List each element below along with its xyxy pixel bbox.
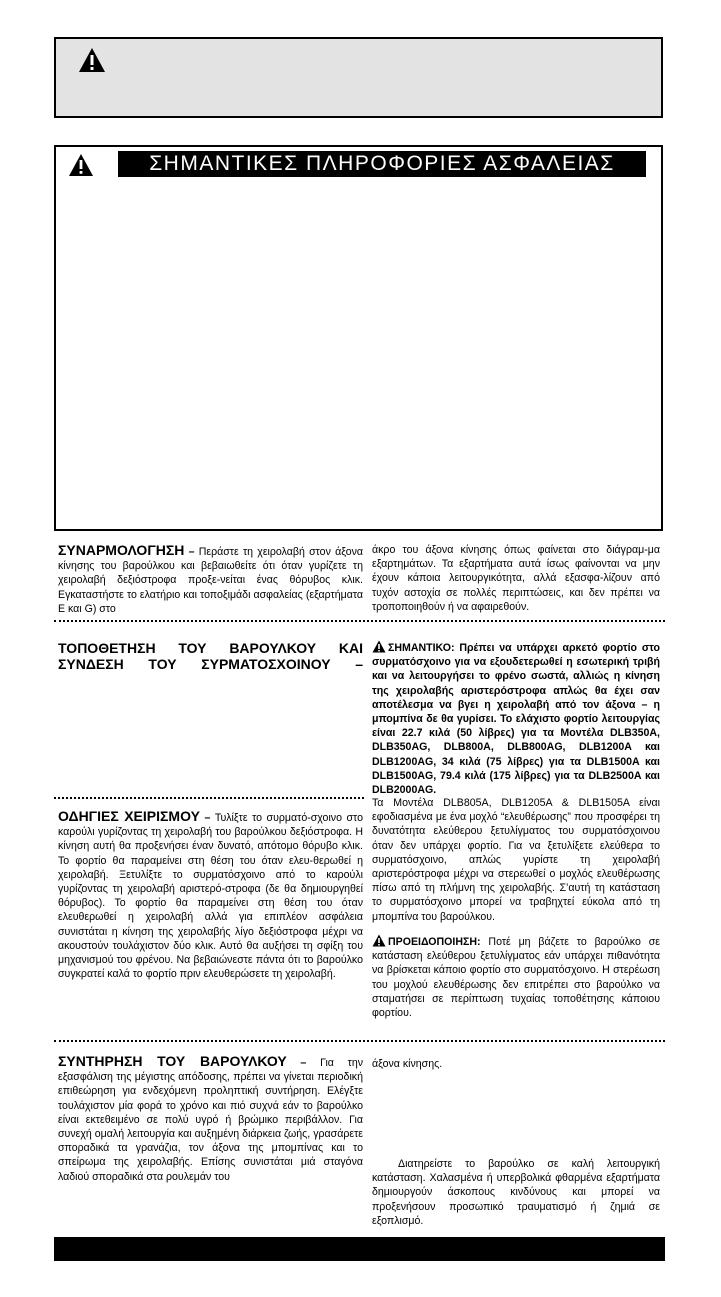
placement-heading: ΤΟΠΟΘΕΤΗΣΗ ΤΟΥ ΒΑΡΟΥΛΚΟΥ ΚΑΙ ΣΥΝΔΕΣΗ ΤΟΥ ΣΥΡΜΑΤΟΣΧΟΙΝΟΥ – — [58, 640, 363, 672]
maintenance-text-right-top: άξονα κίνησης. — [372, 1058, 443, 1070]
operation-heading: ΟΔΗΓΙΕΣ ΧΕΙΡΙΣΜΟΥ — [58, 808, 200, 824]
assembly-paragraph-left: ΣΥΝΑΡΜΟΛΟΓΗΣΗ – Περάστε τη χειρολαβή στον άξονα κίνησης του βαρούλκου και βεβαιωθείτε ότι όταν γυρίζετε τη χειρολαβή δεξιόστροφα προξε-νείται ένας θόρυβος κλικ. Εγκαταστήστε το ελατήριο και τοποξιμάδι ασφαλείας (εξαρτήματα E και G) στο — [58, 542, 364, 615]
divider — [54, 620, 665, 622]
maintenance-text-left: Για την εξασφάλιση της μέγιστης απόδοσης, πρέπει να γίνεται περιοδική επιθεώρηση για ενδεχόμενη προληπτική συντήρηση. Ελέγξτε τουλάχιστον μία φορά το χρόνο και πιό συχνά εάν το βαρούλκο είναι εκτεθειμένο σε πολύ υγρό ή βρώμικο περιβάλλον. Για συνεχή ομαλή λειτουργία και αυξημένη διάρκεια ζωής, γρασάρετε σποραδικά τα γρανάζια, τον άξονα της μπομπίνας και το σπείρωμα της χειρολαβής. Επίσης συνιστάται μιά σταγόνα λαδιού σποραδικά στα ρουλεμάν του — [58, 1057, 364, 1183]
caution-paragraph — [372, 934, 660, 1020]
important-label: ΣΗΜΑΝΤΙΚΟ: — [388, 642, 455, 654]
maintenance-paragraph: ΣΥΝΤΗΡΗΣΗ ΤΟΥ ΒΑΡΟΥΛΚΟΥ – Για την εξασφάλιση της μέγιστης απόδοσης, πρέπει να γίνεται περιοδική επιθεώρηση για ενδεχόμενη προληπτική συντήρηση. Ελέγξτε τουλάχιστον μία φορά το χρόνο και πιό συχνά εάν το βαρούλκο είναι εκτεθειμένο σε πολύ υγρό ή βρώμικο περιβάλλον. Για συνεχή ομαλή λειτουργία και αυξημένη διάρκεια ζωής, γρασάρετε σποραδικά τα γρανάζια, τον άξονα της μπομπίνας και το σπείρωμα της χειρολαβής. Επίσης συνιστάται μιά σταγόνα λαδιού σποραδικά στα ρουλεμάν του — [58, 1053, 364, 1183]
footer-bar — [54, 1237, 665, 1261]
important-paragraph — [372, 640, 660, 797]
warning-triangle-icon — [372, 640, 386, 653]
important-text: Πρέπει να υπάρχει αρκετό φορτίο στο συρματόσχοινο για να εξουδετερωθεί η εσωτερική τριβή και να λειτουργήσει το φρένο σωστά, αλλιώς η κίνηση της χειρολαβής αριστερόστροφα απλώς θα έχει σαν αποτέλεσμα να βγει η χειρολαβή από τον άξονα – η μπομπίνα δε θα γυρίσει. Το ελάχιστο φορτίο λειτουργίας είναι 22.7 κιλά (50 λίβρες) για τα Μοντέλα DLB350A, DLB350AG, DLB800A, DLB800AG, DLB1200A και DLB1200AG, 34 κιλά (75 λίβρες) για τα DLB1500A και DLB1500AG, 79.4 κιλά (175 λίβρες) για τα DLB2500A και DLB2000AG. — [372, 642, 660, 797]
assembly-text-right: άκρο του άξονα κίνησης όπως φαίνεται στο διάγραμ-μα εξαρτημάτων. Τα εξαρτήματα αυτά ίσως φαίνονται να μην έχουν κάποια λειτουργικότητα, αλλά εξασφα-λίζουν από τυχόν αστοχία σε πολλές περιπτώσεις, και δεν πρέπει να τροποποιηθούν ή να αφαιρεθούν. — [372, 544, 660, 613]
operation-paragraph: ΟΔΗΓΙΕΣ ΧΕΙΡΙΣΜΟΥ – Τυλίξτε το συρματό-σχοινο στο καρούλι γυρίζοντας τη χειρολαβή του βαρούλκου δεξιόστροφα. Η κίνηση αυτή θα προξενήσει έναν δυνατό, απότομο θόρυβο κλικ. Το φορτίο θα παραμείνει στη θέση του όταν ελευ-θερωθεί η χειρολαβή. Ξετυλίξτε το συρματόσχοινο από το καρούλι γυρίζοντας τη χειρολαβή αριστερό-στροφα (δε θα δημιουργηθεί θόρυβος). Το φορτίο θα παραμείνει στη θέση του όταν ελευθερωθεί η χειρολαβή αλλά για επιπλέον ασφάλεια συνιστάται η κίνηση της χειρολαβής λίγο δεξιόστροφα μέχρι να ακουστούν τουλάχιστον δύο κλικ. Αυτό θα αυξήσει τη σφίξη του μηχανισμού του φρένου. Να βεβαιώνεστε πάντα ότι το βαρούλκο συγκρατεί καλά το φορτίο πριν ελευθερώσετε τη χειρολαβή. — [58, 808, 363, 981]
warning-box — [54, 37, 663, 118]
operation-text: Τυλίξτε το συρματό-σχοινο στο καρούλι γυρίζοντας τη χειρολαβή του βαρούλκου δεξιόστροφα. Η κίνηση αυτή θα προξενήσει έναν δυνατό, απότομο θόρυβο κλικ. Το φορτίο θα παραμείνει στη θέση του όταν ελευ-θερωθεί η χειρολαβή. Ξετυλίξτε το συρματόσχοινο από το καρούλι γυρίζοντας τη χειρολαβή αριστερό-στροφα (δε θα δημιουργηθεί θόρυβος). Το φορτίο θα παραμείνει στη θέση του όταν ελευθερωθεί η χειρολαβή αλλά για επιπλέον ασφάλεια συνιστάται η κίνηση της χειρολαβής λίγο δεξιόστροφα μέχρι να ακουστούν τουλάχιστον δύο κλικ. Αυτό θα αυξήσει τη σφίξη του μηχανισμού του φρένου. Να βεβαιώνεστε πάντα ότι το βαρούλκο συγκρατεί καλά το φορτίο πριν ελευθερώσετε τη χειρολαβή. — [58, 812, 363, 981]
warning-triangle-icon — [78, 47, 106, 73]
warning-triangle-icon — [372, 934, 386, 947]
caution-label: ΠΡΟΕΙΔΟΠΟΙΗΣΗ: — [388, 936, 481, 948]
safety-info-box — [54, 145, 663, 531]
models-text: Τα Μοντέλα DLB805A, DLB1205A & DLB1505A είναι εφοδιασμένα με ένα μοχλό “ελευθέρωσης” που προσφέρει τη δυνατότητα ελεύθερου ξετυλίγματος του συρματόσχοινου όταν δεν υπάρχει φορτίο. Για να ξετυλίξετε ελεύθερα το συρματόσχοινο, απλώς γυρίστε τη χειρολαβή αριστερόστροφα μέχρι να στερεωθεί ο μοχλός ελευθέρωσης πίσω από τη πλήμνη της χειρολαβής. Σ’αυτή τη κατάσταση το συρματόσχοινο μπορεί να τραβηχτεί εύκολα από τη μπομπίνα του βαρούλκου. — [372, 797, 660, 923]
assembly-text-left: Περάστε τη χειρολαβή στον άξονα κίνησης του βαρούλκου και βεβαιωθείτε ότι όταν γυρίζετε τη χειρολαβή δεξιόστροφα προξε-νείται ένας θόρυβος κλικ. Εγκαταστήστε το ελατήριο και τοποξιμάδι ασφαλείας (εξαρτήματα E και G) στο — [58, 546, 364, 615]
assembly-heading: ΣΥΝΑΡΜΟΛΟΓΗΣΗ — [58, 542, 185, 558]
maintenance-heading: ΣΥΝΤΗΡΗΣΗ ΤΟΥ ΒΑΡΟΥΛΚΟΥ — [58, 1053, 287, 1069]
caution-text: Ποτέ μη βάζετε το βαρούλκο σε κατάσταση ελεύθερου ξετυλίγματος εάν υπάρχει πιθανότητα να βρίσκεται κάποιο φορτίο στο συρματόσχοινο. Η στερέωση του μοχλού ελευθέρωσης δεν επιτρέπει στο βαρούλκο να σταματήσει σε περίπτωση τυχαίας τοποθέτησης κάποιου φορτίου. — [372, 936, 660, 1020]
warning-triangle-icon — [68, 153, 94, 177]
maintenance-text-right-bottom: Διατηρείστε το βαρούλκο σε καλή λειτουργική κατάσταση. Χαλασμένα ή υπερβολικά φθαρμένα εξαρτήματα δημιουργούν άσκοπους κινδύνους και μπορεί να προξενήσουν προσωπικό τραυματισμό ή ζημιά σε εξοπλισμό. — [372, 1158, 660, 1227]
divider — [54, 1040, 665, 1042]
safety-title: ΣΗΜΑΝΤΙΚΕΣ ΠΛΗΡΟΦΟΡΙΕΣ ΑΣΦΑΛΕΙΑΣ — [118, 151, 646, 177]
divider — [54, 797, 364, 799]
